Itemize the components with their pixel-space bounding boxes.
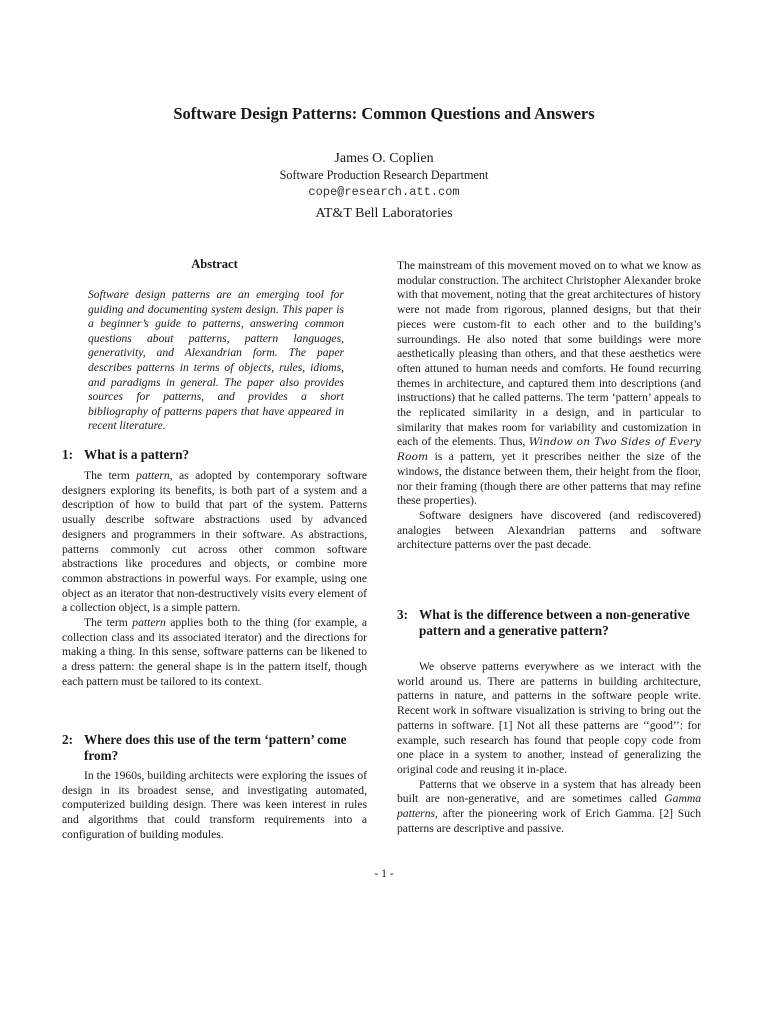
page-number: - 1 - [374,867,394,880]
section-title: What is the difference between a non-generative pattern and a generative pattern? [419,607,690,638]
abstract-text: Software design patterns are an emerging tool for guiding and documenting system design. This paper is a beginner’s guide to patterns, answering common questions about patterns, pattern languages, generativity, and Alexandrian form. The paper describes patterns in terms of objects, rules, idioms, and paradigms in general. The paper also provides sources for patterns, and provides a short bibliography of patterns papers that have appeared in recent literature. [88,288,344,433]
author-email: cope@research.att.com [308,185,460,199]
paragraph: Software designers have discovered (and rediscovered) analogies between Alexandrian patterns and software architecture patterns over the past decade. [397,508,701,552]
section-2-body-left [62,769,367,843]
pattern-name: Window on Two Sides of Every Room [397,436,701,464]
section-number: 2: [62,732,73,747]
paragraph: The term pattern applies both to the thing (for example, a collection class and its associated iterator) and the directions for making a thing. In this sense, software patterns can be likened to a dress pattern: the general shape is in the pattern itself, though each pattern must be tailored to its context. [62,616,367,688]
author-name: James O. Coplien [334,151,434,166]
author-organization: AT&T Bell Laboratories [315,206,453,221]
paper-title: Software Design Patterns: Common Questions and Answers [173,104,595,123]
section-2-heading [62,732,367,764]
section-3-body [397,660,701,836]
section-3-heading [397,607,701,639]
section-2-body-right [397,259,701,553]
paragraph: The term pattern, as adopted by contemporary software designers exploring its benefits, is both part of a system and a description of how to build that part of the system. Patterns usually describe software abstractions used by advanced designers and programmers in their software. As abstractions, patterns commonly cut across other common software abstractions like procedures and objects, or combine more common abstractions in powerful ways. For example, using one object as an iterator that non-destructively visits every element of a collection object, is a simple pattern. [62,469,367,615]
section-title: Where does this use of the term ‘pattern’ come from? [84,732,347,763]
section-title: What is a pattern? [84,447,190,462]
section-1-heading [62,447,367,463]
paragraph: In the 1960s, building architects were exploring the issues of design in its broadest sense, and investigating automated, computerized building design. There was keen interest in rules and algorithms that could transform requirements into a configuration of building modules. [62,769,367,841]
section-1-body [62,469,367,690]
section-number: 3: [397,607,408,622]
paragraph: The mainstream of this movement moved on to what we know as modular construction. The architect Christopher Alexander broke with that movement, noting that the great architectures of history were not made from rigorous, planned designs, but that their pieces were custom-fit to each other and to the building’s surroundings. He also noted that some buildings were more aesthetically pleasing than others, and that these aesthetics were often attuned to human needs and comforts. He found recurring themes in architecture, and captured them into descriptions (and instructions) that he called patterns. The term ‘pattern’ appeals to the replicated similarity in a design, and in particular to similarity that makes room for variability and customization in each of the elements. Thus, Window on Two Sides of Every Room is a pattern, yet it prescribes neither the size of the windows, the distance between them, their height from the floor, nor their framing (though there are other patterns that may refine these properties). [397,259,701,508]
author-department: Software Production Research Department [279,168,489,182]
section-number: 1: [62,447,73,462]
paragraph: Patterns that we observe in a system that has already been built are non-generative, and are sometimes called Gamma patterns, after the pioneering work of Erich Gamma. [2] Such patterns are descriptive and passive. [397,777,701,835]
paragraph: We observe patterns everywhere as we interact with the world around us. There are patterns in building architecture, patterns in nature, and patterns in the software people write. Recent work in software visualization is striving to bring out the patterns in software. [1] Not all these patterns are ‘‘good’’: for example, such research has found that people copy code from one place in a system to another, instead of generalizing the original code and reusing it in-place. [397,660,701,776]
abstract-heading: Abstract [191,257,238,271]
